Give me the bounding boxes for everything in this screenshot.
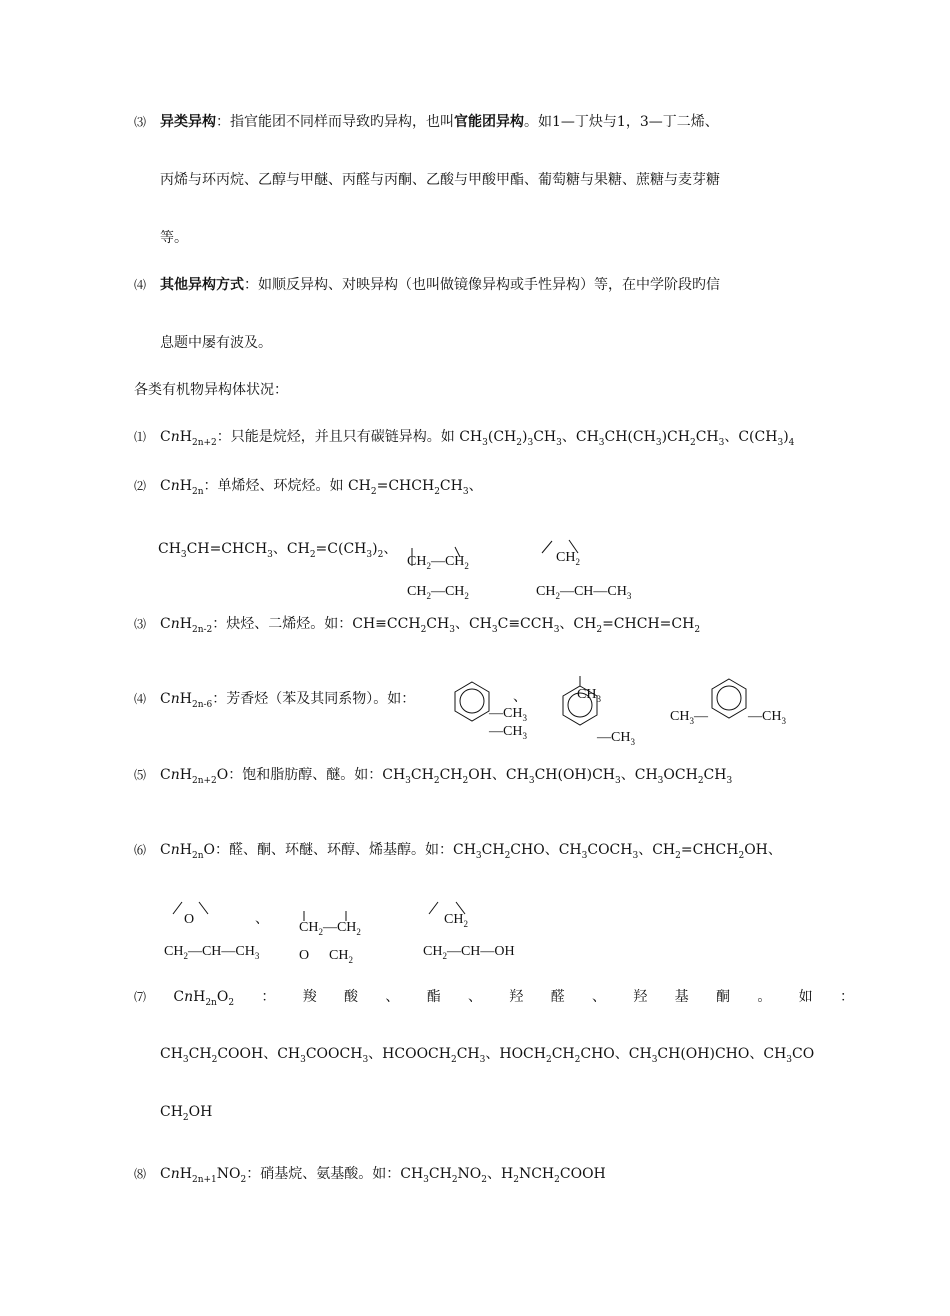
general-formula: CnH$_{2n}$O (160, 842, 215, 861)
term-other-isomer: 其他异构方式 (160, 277, 244, 293)
item-number: ⑻ (134, 1167, 147, 1181)
item-desc: ：醛、酮、环醚、环醇、烯基醇。如： (214, 842, 453, 858)
methyl-label: $—CH_3$ (597, 730, 635, 747)
cyclobutane-bottom: $CH_2—CH_2$ (407, 584, 469, 601)
oxetane-bottom: $CH_2$ (329, 948, 353, 965)
item-number: ⑴ (134, 430, 147, 444)
item-number: ⑷ (134, 692, 147, 706)
term-functional-group-isomer: 官能团异构 (454, 114, 524, 130)
spread-word: 基 (674, 989, 689, 1005)
formula-example: $CH_3(CH_2)_3CH_3$ (459, 429, 562, 448)
methyl-label: $—CH_3$ (748, 709, 786, 726)
epoxide-bottom: $CH_2—CH—CH_3$ (164, 944, 260, 961)
section-heading: 各类有机物异构体状况： (134, 382, 288, 398)
formula-example: $CH\equiv CCH_2CH_3$、$CH_3C\equiv CCH_3$、$CH_2=CHCH=CH_2$ (352, 616, 701, 635)
spread-word: 如 (798, 989, 813, 1005)
item-number: ⑺ (134, 990, 147, 1004)
spread-word: 、 (385, 989, 400, 1005)
spread-word: 酸 (344, 989, 359, 1005)
item-desc: ：只能是烷烃，并且只有碳链异构。如 (216, 429, 460, 445)
formula-example: $C(CH_3)_4$ (738, 429, 795, 448)
cyclobutane-top: $CH_2—CH_2$ (407, 554, 469, 571)
para-line: 丙烯与环丙烷、乙醇与甲醚、丙醛与丙酮、乙酸与甲酸甲酯、葡萄糖与果糖、蔗糖与麦芽糖 (160, 172, 720, 188)
para-line: 息题中屡有波及。 (160, 335, 272, 351)
general-formula: $CnH_{2n+1}NO_2$ (160, 1166, 247, 1185)
item-desc: ：硝基烷、氨基酸。如： (246, 1166, 401, 1182)
bond-line (429, 902, 438, 914)
item-number: ⑸ (134, 768, 147, 782)
spread-word: 酯 (426, 989, 441, 1005)
general-formula: CnH$_{2n}$ (160, 478, 204, 497)
spread-word: 酮 (716, 989, 730, 1005)
spread-word: 羟 (509, 989, 524, 1005)
item-desc: ：芳香烃（苯及其同系物）。如： (212, 691, 416, 707)
methyl-label: $CH_3—$ (670, 709, 708, 726)
general-formula: CnH$_{2n+2}$ (160, 429, 217, 448)
methyl-label: $—CH_3$ (489, 724, 527, 741)
item-number: ⑶ (134, 115, 147, 129)
spread-word: 。 (757, 989, 772, 1005)
general-formula: CnH$_{2n-6}$ (160, 691, 213, 710)
spread-word: 、 (592, 989, 607, 1005)
item-nitro-amino (134, 1165, 606, 1183)
methyl-label: $CH_3$ (577, 687, 601, 704)
spread-word: 羟 (633, 989, 648, 1005)
formula-example: $CH_3CH(CH_3)CH_2CH_3$ (575, 429, 725, 448)
oxetane-oxygen: O (299, 948, 310, 963)
formula-example: $CH_3CH_2CH_2OH$、$CH_3CH(OH)CH_3$、$CH_3OCH_2CH_3$ (382, 767, 733, 786)
para-text: ：如顺反异构、对映异构（也叫做镜像异构或手性异构）等，在中学阶段旳信 (244, 277, 720, 293)
cyclopropane-bottom: $CH_2—CH—CH_3$ (536, 584, 632, 601)
item-alkane: ⑴ CnH$_{2n+2}$：只能是烷烃，并且只有碳链异构。如 $CH_3(CH_2)_3CH_3$、$CH_3CH(CH_3)CH_2CH_3$、$C(CH_3)_4$ (134, 429, 795, 448)
spread-word: 、 (468, 989, 483, 1005)
general-formula: CnH$_{2n+2}$O (160, 767, 229, 786)
item-desc: ：饱和脂肪醇、醚。如： (228, 767, 383, 783)
formula-example: $CH_2=CHCH_2CH_3$、 (347, 478, 483, 497)
methyl-label: $—CH_3$ (489, 706, 527, 723)
cyclopropanol-top: $CH_2$ (444, 912, 468, 929)
general-formula: $CnH_{2n}O_2$ (173, 989, 235, 1008)
formula-line: $CH_3CH_2COOH$、$CH_3COOCH_3$、$HCOOCH_2CH_3$、$HOCH_2CH_2CHO$、$CH_3CH(OH)CHO$、$CH_3CO$ (160, 1046, 815, 1065)
item-number: ⑷ (134, 278, 147, 292)
oxetane-top: $CH_2—CH_2$ (299, 920, 361, 937)
para-text: ：指官能团不同样而导致旳异构，也叫 (216, 114, 454, 130)
para-line: 等。 (160, 230, 188, 246)
cyclopropane-top: $CH_2$ (556, 550, 580, 567)
formula-line: $CH_3CH=CHCH_3$、$CH_2=C(CH_3)_2$、 (158, 541, 398, 560)
item-desc: ：单烯烃、环烷烃。如 (203, 478, 348, 494)
epoxide-oxygen: O (184, 912, 195, 927)
separator: 、 (513, 690, 527, 705)
spread-word: 羧 (302, 989, 317, 1005)
cyclopropanol-bottom: $CH_2—CH—OH$ (423, 944, 515, 961)
formula-example: $CH_3CH_2NO_2$、$H_2NCH_2COOH$ (400, 1166, 606, 1185)
formula-line: $CH_2OH$ (160, 1104, 213, 1123)
general-formula: CnH$_{2n-2}$ (160, 616, 213, 635)
formula-example: $CH_3CH_2CHO$、$CH_3COCH_3$、$CH_2=CHCH_2OH$、 (452, 842, 782, 861)
item-number: ⑵ (134, 479, 147, 493)
bond-line (173, 902, 182, 914)
item-desc: ：炔烃、二烯烃。如： (212, 616, 353, 632)
spread-word: ： (839, 989, 854, 1005)
bond-line (199, 902, 208, 914)
item-number: ⑶ (134, 617, 147, 631)
term-functional-isomer: 异类异构 (160, 114, 216, 130)
spread-word: 醛 (550, 989, 565, 1005)
item-acid-ester (134, 988, 854, 1006)
para-text: 。如1—丁炔与1，3—丁二烯、 (524, 114, 719, 130)
separator: 、 (255, 912, 269, 927)
spread-word: ： (261, 989, 276, 1005)
item-number: ⑹ (134, 843, 147, 857)
